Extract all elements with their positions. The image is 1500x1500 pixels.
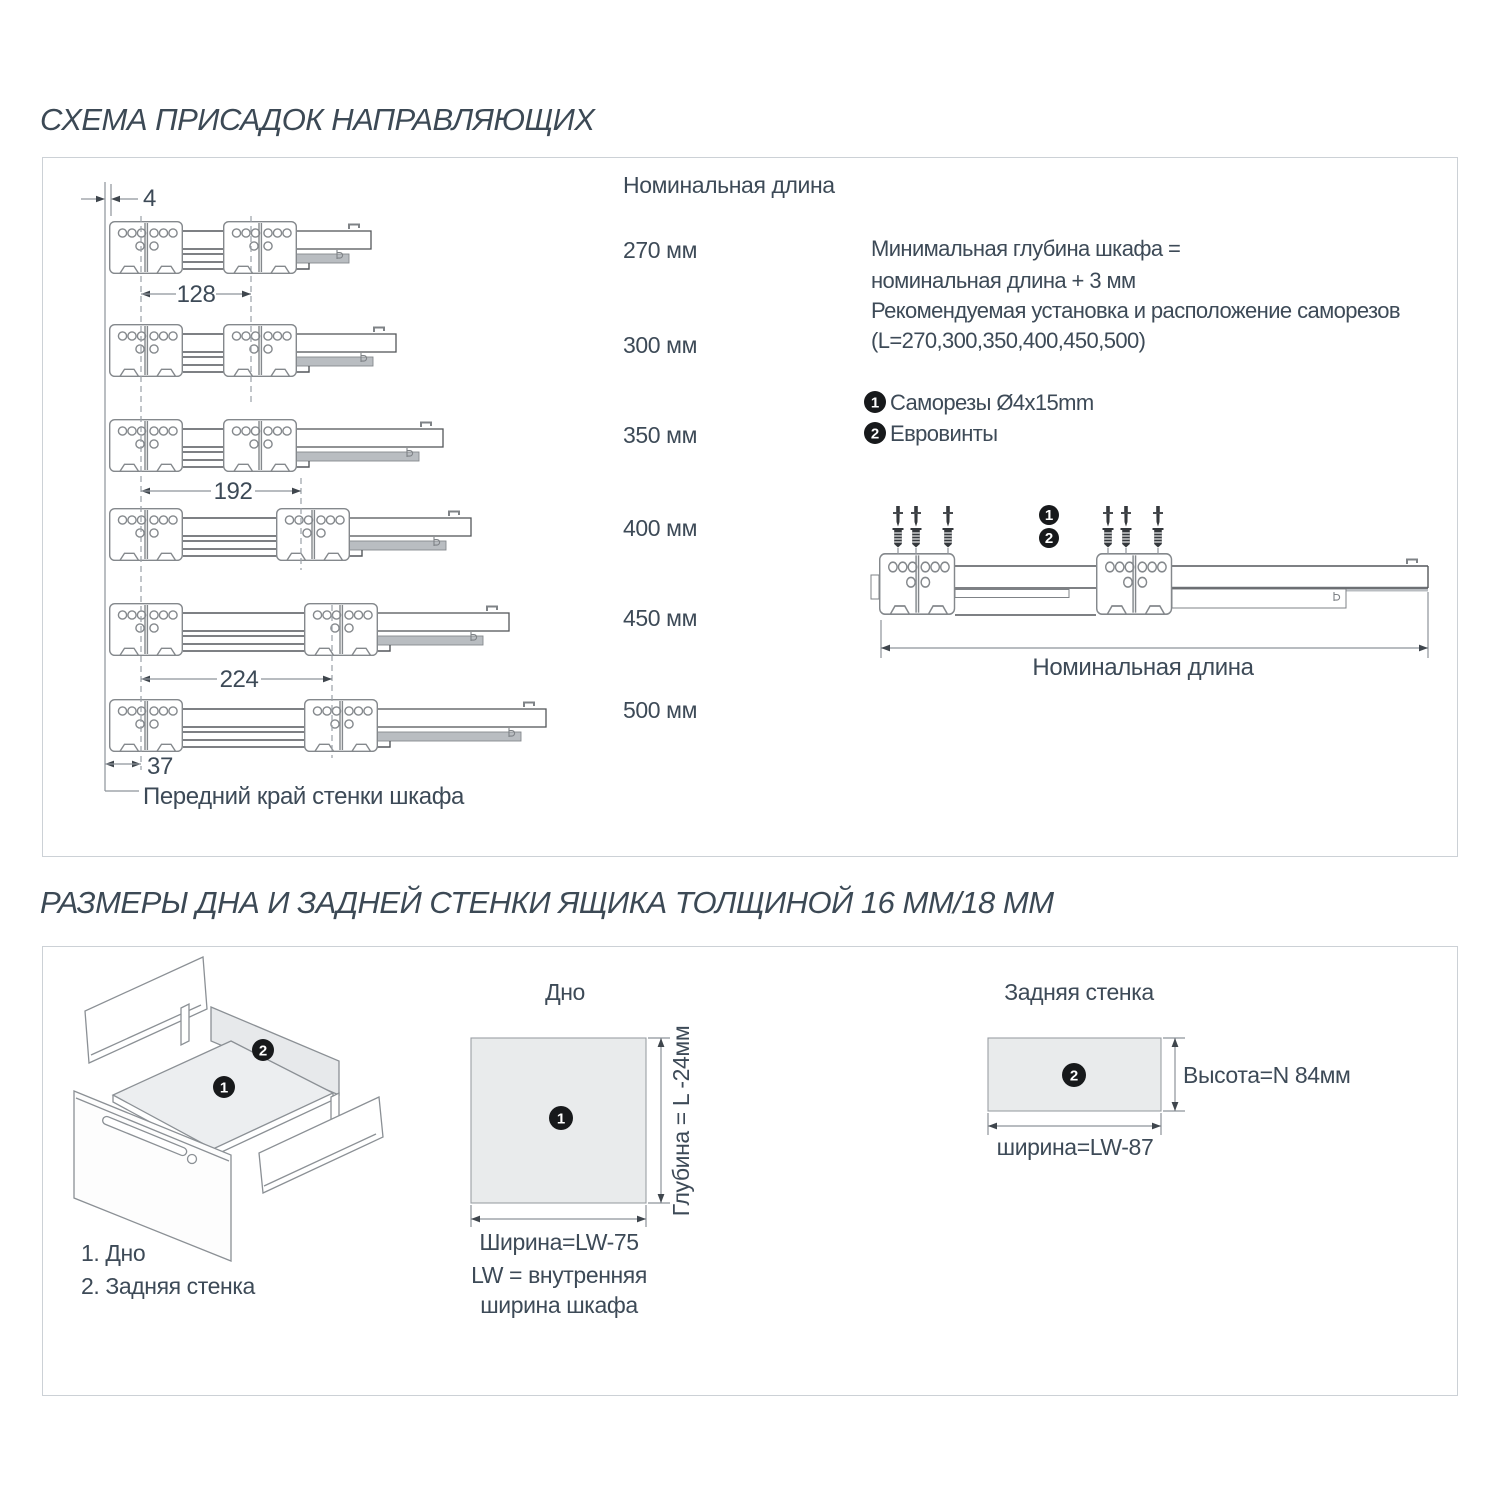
back-panel-figure xyxy=(988,979,1350,1160)
bottom-width-label: Ширина=LW-75 xyxy=(479,1229,639,1255)
diagram-badge-2-num: 2 xyxy=(1044,530,1054,547)
slide-row-400 xyxy=(110,509,471,561)
legend-badge-2-num: 2 xyxy=(870,425,880,443)
legend-label-euroscrews: Евровинты xyxy=(890,421,998,446)
dim-pitch-128 xyxy=(141,281,251,308)
drawer-dimensions-diagram xyxy=(43,947,1456,1392)
length-500: 500 мм xyxy=(623,697,697,723)
dim-pitch-224 xyxy=(141,666,332,693)
bottom-panel-badge-num: 1 xyxy=(556,1110,566,1128)
length-350: 350 мм xyxy=(623,422,697,448)
front-edge-label: Передний край стенки шкафа xyxy=(143,783,464,810)
back-panel-badge-num: 2 xyxy=(1069,1067,1079,1085)
length-270: 270 мм xyxy=(623,237,697,263)
bottom-lw-note-1: LW = внутренняя xyxy=(471,1262,647,1288)
drawer-dimensions-panel xyxy=(42,946,1458,1396)
legend-badge-1-num: 1 xyxy=(870,394,880,412)
slide-row-350 xyxy=(110,420,443,472)
guides-scheme-diagram xyxy=(43,158,1456,853)
drawer-exploded-view xyxy=(74,957,383,1261)
diagram-nominal-length-label: Номинальная длина xyxy=(1032,654,1254,681)
note-line-2: номинальная длина + 3 мм xyxy=(871,268,1136,293)
length-300: 300 мм xyxy=(623,332,697,358)
drawer-back-badge-num: 2 xyxy=(258,1042,268,1060)
bottom-panel-figure xyxy=(471,979,694,1318)
bottom-panel-title: Дно xyxy=(545,979,585,1005)
drawer-bottom-badge-num: 1 xyxy=(219,1079,229,1097)
drawer-legend-bottom: 1. Дно xyxy=(81,1240,146,1266)
guides-scheme-panel xyxy=(42,157,1458,857)
diagram-badge-1-num: 1 xyxy=(1044,507,1054,524)
nominal-length-header: Номинальная длина xyxy=(623,172,835,198)
drawer-legend-back: 2. Задняя стенка xyxy=(81,1273,255,1299)
section1-title: СХЕМА ПРИСАДОК НАПРАВЛЯЮЩИХ xyxy=(40,102,595,137)
legend-label-screws: Саморезы Ø4x15mm xyxy=(890,390,1094,415)
slide-row-270 xyxy=(110,222,371,274)
dim-pitch-192-value: 192 xyxy=(213,478,253,505)
bottom-lw-note-2: ширина шкафа xyxy=(480,1292,638,1318)
note-line-4: (L=270,300,350,400,450,500) xyxy=(871,328,1146,353)
installation-diagram xyxy=(871,505,1428,681)
slide-row-450 xyxy=(110,604,509,656)
slide-row-500 xyxy=(110,700,546,752)
length-400: 400 мм xyxy=(623,515,697,541)
screws-group-right xyxy=(1103,506,1164,554)
dim-front-gap xyxy=(81,185,156,212)
dim-pitch-192 xyxy=(141,478,301,505)
section2-title: РАЗМЕРЫ ДНА И ЗАДНЕЙ СТЕНКИ ЯЩИКА ТОЛЩИНОЙ 16 ММ/18 ММ xyxy=(40,885,1054,920)
back-panel-title: Задняя стенка xyxy=(1004,979,1154,1005)
dim-front-gap-value: 4 xyxy=(143,185,156,212)
dim-pitch-128-value: 128 xyxy=(176,281,216,308)
back-height-label: Высота=N 84мм xyxy=(1183,1062,1351,1088)
bottom-depth-label: Глубина = L -24мм xyxy=(668,1025,694,1217)
screw-legend xyxy=(864,390,1094,446)
back-width-label: ширина=LW-87 xyxy=(996,1134,1154,1160)
dim-front-37-value: 37 xyxy=(147,753,173,780)
screws-group-left xyxy=(893,506,954,554)
note-line-3: Рекомендуемая установка и расположение саморезов xyxy=(871,298,1401,323)
dim-pitch-224-value: 224 xyxy=(219,666,259,693)
installation-note xyxy=(871,236,1400,353)
dim-front-37 xyxy=(105,753,173,780)
note-line-1: Минимальная глубина шкафа = xyxy=(871,236,1181,261)
slide-row-300 xyxy=(110,325,396,377)
length-450: 450 мм xyxy=(623,605,697,631)
